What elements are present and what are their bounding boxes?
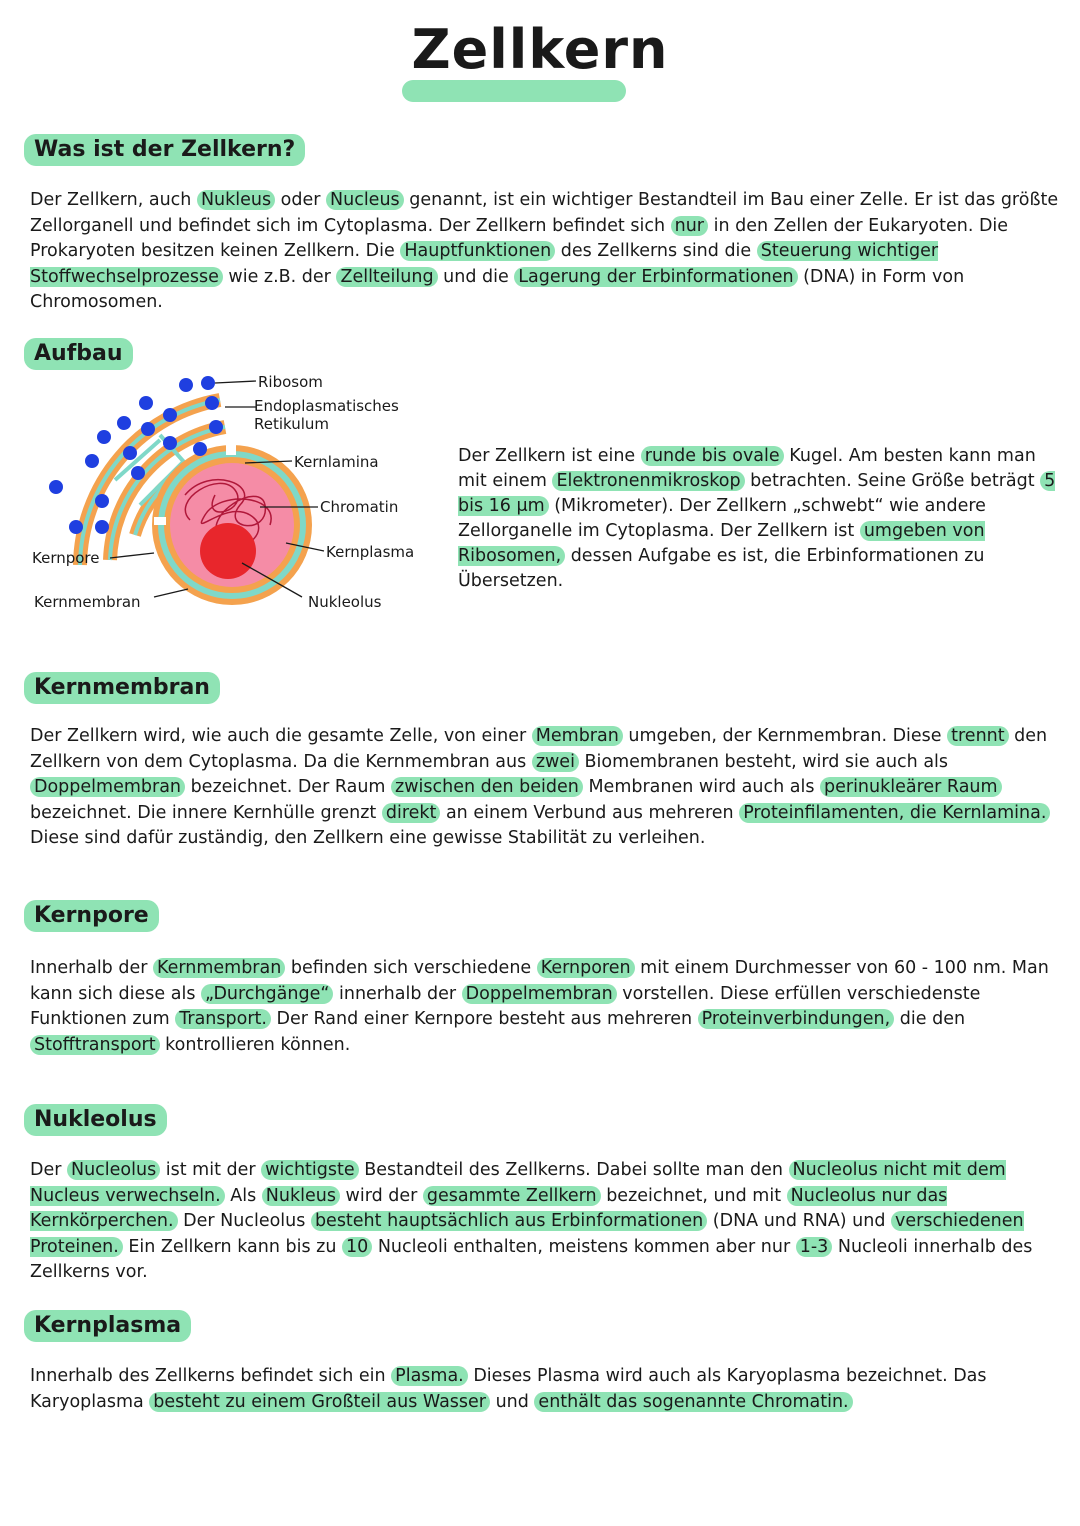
- text-run: Diese sind dafür zuständig, den Zellkern eine gewisse Stabilität zu verleihen.: [30, 828, 706, 848]
- text-run: Der Rand einer Kernpore besteht aus mehreren: [270, 1009, 698, 1029]
- text-run: an einem Verbund aus mehreren: [440, 802, 740, 823]
- highlighted-term: Nucleus: [326, 190, 404, 210]
- highlighted-term: gesammte Zellkern: [423, 1186, 601, 1206]
- highlighted-term: zwei: [532, 752, 579, 772]
- text-run: Nucleoli innerhalb des Zellkerns vor.: [30, 1236, 1033, 1282]
- paragraph-aufbau: [458, 444, 1064, 594]
- text-run: Nucleoli enthalten, meistens kommen aber nur: [372, 1236, 796, 1257]
- text-run: kontrollieren können.: [159, 1034, 351, 1055]
- highlighted-term: Membran: [532, 726, 623, 746]
- text-run: oder: [275, 190, 327, 210]
- text-run: vorstellen. Diese erfüllen verschiedenste Funktionen zum: [30, 983, 981, 1029]
- highlighted-term: Proteinverbindungen,: [698, 1009, 895, 1029]
- highlighted-term: Doppelmembran: [462, 984, 617, 1004]
- heading-aufbau: Aufbau: [24, 338, 133, 370]
- text-run: mit einem Durchmesser von 60 - 100 nm. Man kann sich diese als: [30, 958, 1049, 1004]
- highlighted-term: Doppelmembran: [30, 777, 185, 797]
- label-er-1: Endoplasmatisches: [254, 397, 399, 415]
- text-run: genannt, ist ein wichtiger Bestandteil im Bau einer Zelle. Er ist das größte Zellorganell und befindet sich im Cytoplasma. Der Zellkern befindet sich: [30, 190, 1059, 236]
- highlighted-term: besteht zu einem Großteil aus Wasser: [149, 1392, 490, 1412]
- label-kernmembran: Kernmembran: [34, 593, 141, 611]
- highlighted-term: runde bis ovale: [641, 446, 784, 466]
- highlighted-term: Nukleus: [197, 190, 275, 210]
- text-run: innerhalb der: [333, 983, 462, 1004]
- text-run: Der Zellkern wird, wie auch die gesamte Zelle, von einer: [30, 726, 532, 746]
- label-chromatin: Chromatin: [320, 498, 399, 516]
- text-run: Kugel. Am besten kann man mit einem: [458, 446, 1036, 491]
- highlighted-term: verschiedenen Proteinen.: [30, 1211, 1024, 1257]
- text-run: bezeichnet. Die innere Kernhülle grenzt: [30, 802, 382, 823]
- label-kernplasma: Kernplasma: [326, 543, 415, 561]
- title-wrap: [0, 18, 1080, 81]
- text-run: wie z.B. der: [222, 266, 337, 287]
- label-ribosom: Ribosom: [258, 373, 323, 391]
- kernpore-gap-top: [226, 445, 236, 455]
- text-run: dessen Aufgabe es ist, die Erbinformationen zu Übersetzen.: [458, 546, 985, 591]
- highlighted-term: nur: [671, 216, 708, 236]
- nucleolus-shape: [200, 523, 256, 579]
- label-kernlamina: Kernlamina: [294, 453, 379, 471]
- heading-intro: Was ist der Zellkern?: [24, 134, 305, 166]
- highlighted-term: „Durchgänge“: [201, 984, 333, 1004]
- text-run: den Zellkern von dem Cytoplasma. Da die Kernmembran aus: [30, 726, 1048, 772]
- highlighted-term: Lagerung der Erbinformationen: [514, 267, 797, 287]
- text-run: Ein Zellkern kann bis zu: [122, 1236, 342, 1257]
- kernpore-gap-left: [154, 517, 166, 525]
- highlighted-term: Zellteilung: [336, 267, 437, 287]
- text-run: bezeichnet, und mit: [600, 1185, 787, 1206]
- text-run: bezeichnet. Der Raum: [185, 777, 392, 797]
- highlighted-term: Steuerung wichtiger Stoffwechselprozesse: [30, 241, 939, 287]
- paragraph-kernpore: [30, 956, 1060, 1058]
- text-run: Der Zellkern, auch: [30, 190, 197, 210]
- highlighted-term: zwischen den beiden: [391, 777, 583, 797]
- text-run: befinden sich verschiedene: [285, 958, 537, 978]
- text-run: ist mit der: [160, 1160, 262, 1180]
- highlighted-term: umgeben von Ribosomen,: [458, 521, 985, 566]
- text-run: Innerhalb der: [30, 958, 153, 978]
- text-run: Biomembranen besteht, wird sie auch als: [578, 751, 949, 772]
- paragraph-kernmembran: [30, 724, 1060, 852]
- text-run: Der Zellkern ist eine: [458, 446, 641, 466]
- highlighted-term: Nukleus: [262, 1186, 340, 1206]
- highlighted-term: Stofftransport: [30, 1035, 160, 1055]
- paragraph-kernplasma: [30, 1364, 1060, 1415]
- text-run: Innerhalb des Zellkerns befindet sich ein: [30, 1366, 392, 1386]
- heading-kernmembran: Kernmembran: [24, 672, 220, 704]
- highlighted-term: Plasma.: [391, 1366, 468, 1386]
- text-run: Bestandteil des Zellkerns. Dabei sollte man den: [358, 1160, 789, 1180]
- label-nukleolus: Nukleolus: [308, 593, 382, 611]
- text-run: Der Nucleolus: [177, 1211, 311, 1231]
- heading-kernplasma: Kernplasma: [24, 1310, 191, 1342]
- highlighted-term: perinukleärer Raum: [820, 777, 1002, 797]
- text-run: und die: [437, 266, 515, 287]
- text-run: Membranen wird auch als: [582, 777, 820, 797]
- zellkern-diagram: [20, 365, 440, 625]
- highlighted-term: direkt: [382, 803, 441, 823]
- label-er-2: Retikulum: [254, 415, 330, 433]
- highlighted-term: wichtigste: [261, 1160, 358, 1180]
- highlighted-term: Hauptfunktionen: [400, 241, 555, 261]
- highlighted-term: Elektronenmikroskop: [552, 471, 744, 491]
- page-title: Zellkern: [411, 18, 669, 81]
- highlighted-term: Nucleolus nicht mit dem Nucleus verwechseln.: [30, 1160, 1006, 1206]
- text-run: in den Zellen der Eukaryoten. Die Prokaryoten besitzen keinen Zellkern. Die: [30, 215, 1009, 261]
- highlighted-term: Kernporen: [537, 958, 635, 978]
- text-run: (Mikrometer). Der Zellkern „schwebt“ wie andere Zellorganelle im Cytoplasma. Der Zellkern ist: [458, 496, 986, 541]
- heading-kernpore: Kernpore: [24, 900, 159, 932]
- paragraph-intro: [30, 188, 1060, 316]
- highlighted-term: Kernmembran: [153, 958, 285, 978]
- highlighted-term: trennt: [947, 726, 1008, 746]
- highlighted-term: enthält das sogenannte Chromatin.: [534, 1392, 852, 1412]
- text-run: Der: [30, 1160, 67, 1180]
- highlighted-term: Proteinfilamenten, die Kernlamina.: [739, 803, 1050, 823]
- text-run: Dieses Plasma wird auch als Karyoplasma bezeichnet. Das Karyoplasma: [30, 1366, 987, 1412]
- nucleus-shape: [152, 445, 312, 605]
- highlighted-term: Nucleolus nur das Kernkörperchen.: [30, 1185, 948, 1231]
- text-run: (DNA und RNA) und: [707, 1211, 892, 1231]
- text-run: die den: [894, 1009, 966, 1029]
- highlighted-term: Transport.: [175, 1009, 271, 1029]
- highlighted-term: besteht hauptsächlich aus Erbinformationen: [311, 1211, 707, 1231]
- paragraph-nukleolus: [30, 1158, 1060, 1286]
- text-run: Als: [224, 1185, 262, 1206]
- text-run: betrachten. Seine Größe beträgt: [744, 471, 1041, 491]
- highlighted-term: 1-3: [796, 1237, 833, 1257]
- highlighted-term: 10: [342, 1237, 372, 1257]
- text-run: umgeben, der Kernmembran. Diese: [622, 726, 948, 746]
- text-run: (DNA) in Form von Chromosomen.: [30, 266, 965, 312]
- heading-nukleolus: Nukleolus: [24, 1104, 167, 1136]
- title-underline-highlight: [402, 80, 626, 102]
- highlighted-term: Nucleolus: [67, 1160, 160, 1180]
- text-run: wird der: [339, 1185, 423, 1206]
- highlighted-term: 5 bis 16 μm: [458, 471, 1056, 516]
- text-run: und: [490, 1391, 535, 1412]
- label-kernpore: Kernpore: [32, 549, 100, 567]
- text-run: des Zellkerns sind die: [555, 241, 757, 261]
